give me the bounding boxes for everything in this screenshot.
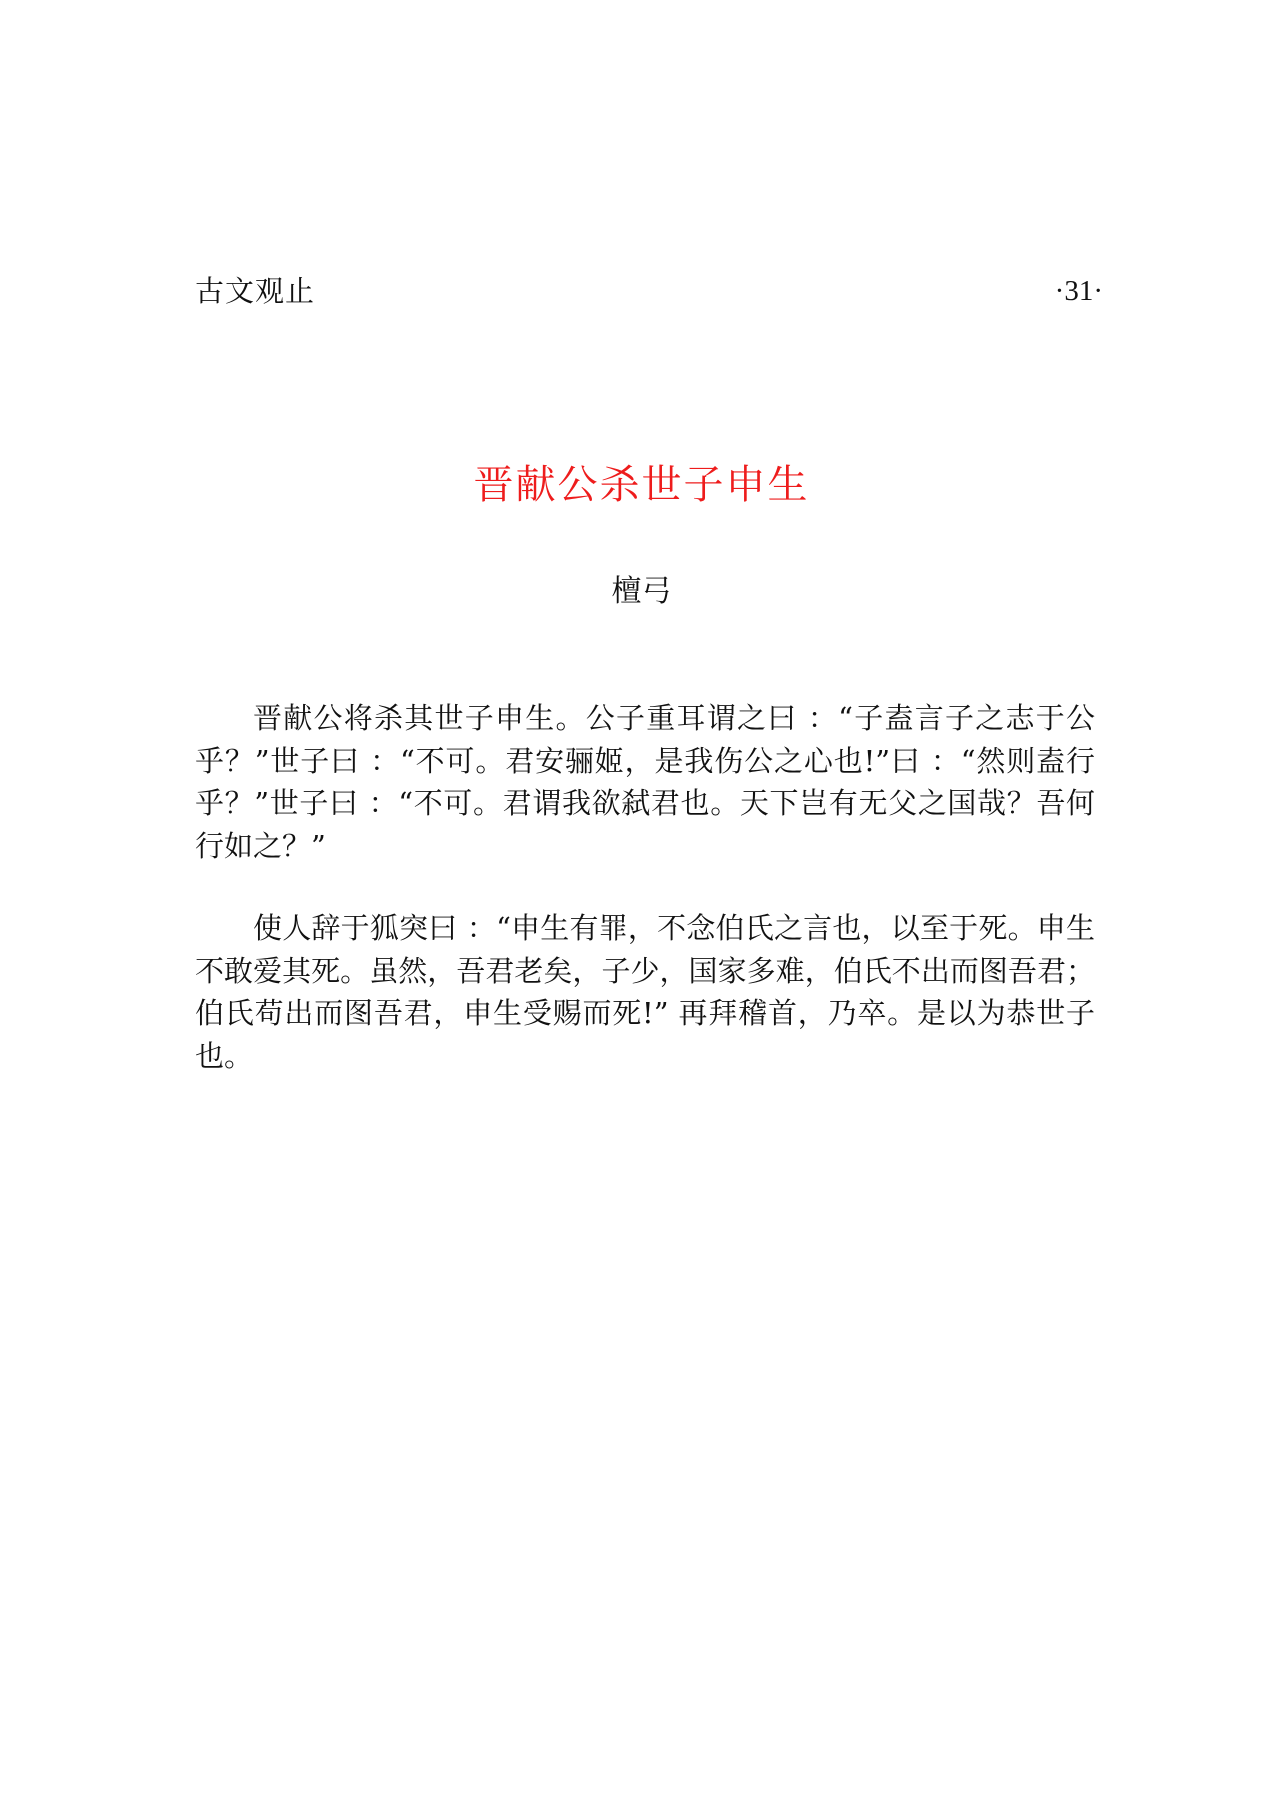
paragraph: 使人辞于狐突曰 ：“申生有罪，不念伯氏之言也，以至于死。申生不敢爱其死。虽然，吾君老矣，子少，国家多难，伯氏不出而图吾君；伯氏苟出而图吾君，申生受赐而死!” 再拜稽首，乃卒。是以为恭世子也。 — [195, 911, 1095, 1073]
page-number: ·31· — [1054, 275, 1103, 307]
author: 檀弓 — [611, 574, 672, 609]
paragraph: 晋献公将杀其世子申生。公子重耳谓之曰 ：“子盍言子之志于公乎？”世子曰 ：“不可。君安骊姬，是我伤公之心也!”曰 ：“然则盍行乎？”世子曰 ：“不可。君谓我欲弑君也。天下岂有无父之国哉？吾何行如之？” — [195, 701, 1095, 863]
running-header — [195, 270, 1103, 312]
book-title: 古文观止 — [195, 274, 316, 308]
chapter-title: 晋献公杀世子申生 — [473, 462, 810, 508]
body-text — [195, 697, 1095, 1077]
